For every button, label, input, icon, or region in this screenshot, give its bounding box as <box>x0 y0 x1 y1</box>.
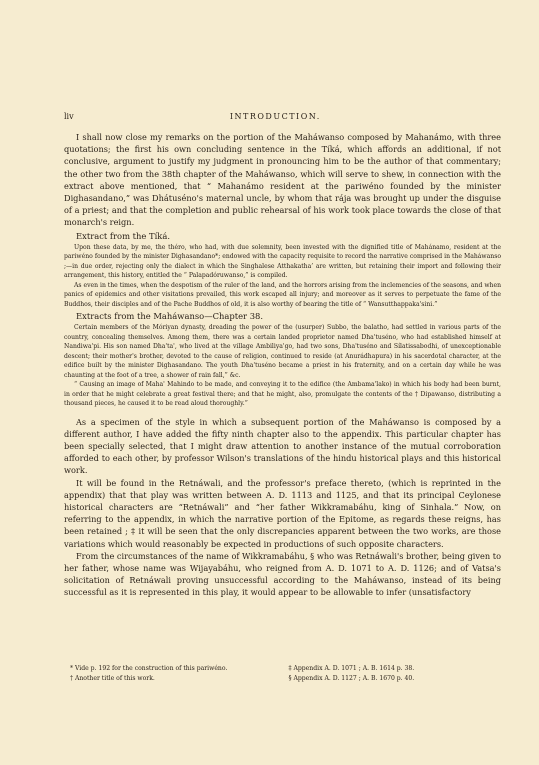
footnotes <box>64 664 501 684</box>
footnote-section: § Appendix A. D. 1127 ; A. B. 1670 p. 40. <box>288 675 415 682</box>
page-header <box>64 0 501 121</box>
mahawanso-extract-heading: Extracts from the Maháwanso—Chapter 38. <box>76 311 264 322</box>
tika-extract-paragraph-2: As even in the times, when the despotism of the ruler of the land, and the horrors arising from the inclemencies of the seasons, and when panics of epidemics and other visitations prevailed, this work escaped all injury; and moreover as it serves to perpetuate the fame of the Buddhos, their disciples and of the Pache Buddhos of old, it is also worthy of bearing the title of “ Wansutthappaka'sini.” <box>64 281 501 308</box>
specimen-paragraph-2: It will be found in the Retnáwali, and the professor's preface thereto, (which is reprinted in the appendix) that that play was written between A. D. 1113 and 1125, and that its principal Ceylonese historical characters are “Retnáwali” and “her father Wikkramabáhu, king of Sinhala.” Now, on referring to the appendix, in which the narrative portion of the Epitome, as regards these reigns, has been retained ; ‡ it will be seen that the only discrepancies apparent between the two works, are those variations which would reasonably be expected in productions of such opposite characters. <box>64 477 501 549</box>
specimen-paragraph-3: From the circumstances of the name of Wikkramabáhu, § who was Retnáwali's brother, being given to her father, whose name was Wijayabáhu, who reigned from A. D. 1071 to A. D. 1126; and of Vatsa's solicitation of Retnáwali proving unsuccessful according to the Maháwanso, instead of its being successful as it is represented in this play, it would appear to be allowable to infer (unsatisfactory <box>64 550 501 598</box>
tika-extract-paragraph-1: Upon these data, by me, the théro, who had, with due solemnity, been invested with the dignified title of Mahánamo, resident at the pariwéno founded by the minister Dighasandano*; endowed with the capacity requisite to record the narrative comprised in the Maháwanso ;—in due order, rejecting only the dialect in which the Singhalese Atthakatha’ are written, but retaining their import and following their arrangement, this history, entitled the “ Palapadóruwanso,” is compiled. <box>64 243 501 280</box>
intro-paragraph: I shall now close my remarks on the portion of the Maháwanso composed by Mahanámo, with three quotations; the first his own concluding sentence in the Tíká, which affords an additional, if not conclusive, argument to justify my judgment in pronouncing him to be the author of that commentary; the other two from the 38th chapter of the Maháwanso, which will serve to shew, in connection with the extract above mentioned, that “ Mahanámo resident at the pariwéno founded by the minister Dighasandano,” was Dhátuséno's maternal uncle, by whom that rája was brought up under the disguise of a priest; and that the completion and public rehearsal of his work took place towards the close of that monarch's reign. <box>64 132 501 228</box>
mahawanso-extract-paragraph-2: “ Causing an image of Maha' Mahindo to be made, and conveying it to the edifice (the Ambama'lako) in which his body had been burnt, in order that he might celebrate a great festival there; and that he might, also, promulgate the contents of the † Dipawanso, distributing a thousand pieces, he caused it to be read aloud thoroughly.” <box>64 381 501 408</box>
footnote-star: * Vide p. 192 for the construction of this pariwéno. <box>70 665 228 672</box>
mahawanso-extract-paragraph-1: Certain members of the Móriyan dynasty, dreading the power of the (usurper) Subbo, the balatho, had settled in various parts of the country, concealing themselves. Among them, there was a certain landed proprietor named Dha'tuséno, who had established himself at Nandiwa'pi. His son named Dha'ta', who lived at the village Ambiliya'go, had two sons, Dha'tuséno and Sílatissabodhi, of unexceptionable descent; their mother's brother, devoted to the cause of religion, continued to reside (at Anurádhapura) in his sacerdotal character, at the edifice built by the minister Dighasandano. The youth Dha'tuséno became a priest in his fraternity, and on a certain day while he was chaunting at the foot of a tree, a shower of rain fall,” &c. <box>64 324 501 379</box>
page-number: liv <box>64 112 74 121</box>
specimen-paragraph-1: As a specimen of the style in which a subsequent portion of the Maháwanso is composed by a different author, I have added the fifty ninth chapter also to the appendix. This particular chapter has been specially selected, that I might draw attention to another instance of the mutual corroboration afforded to each other, by professor Wilson's translations of the hindu historical plays and this historical work. <box>64 416 501 476</box>
footnote-dagger: † Another title of this work. <box>70 675 155 682</box>
tika-extract-heading: Extract from the Tíká. <box>76 230 171 241</box>
running-title: INTRODUCTION. <box>229 112 321 121</box>
footnote-double-dagger: ‡ Appendix A. D. 1071 ; A. B. 1614 p. 38. <box>288 665 415 672</box>
